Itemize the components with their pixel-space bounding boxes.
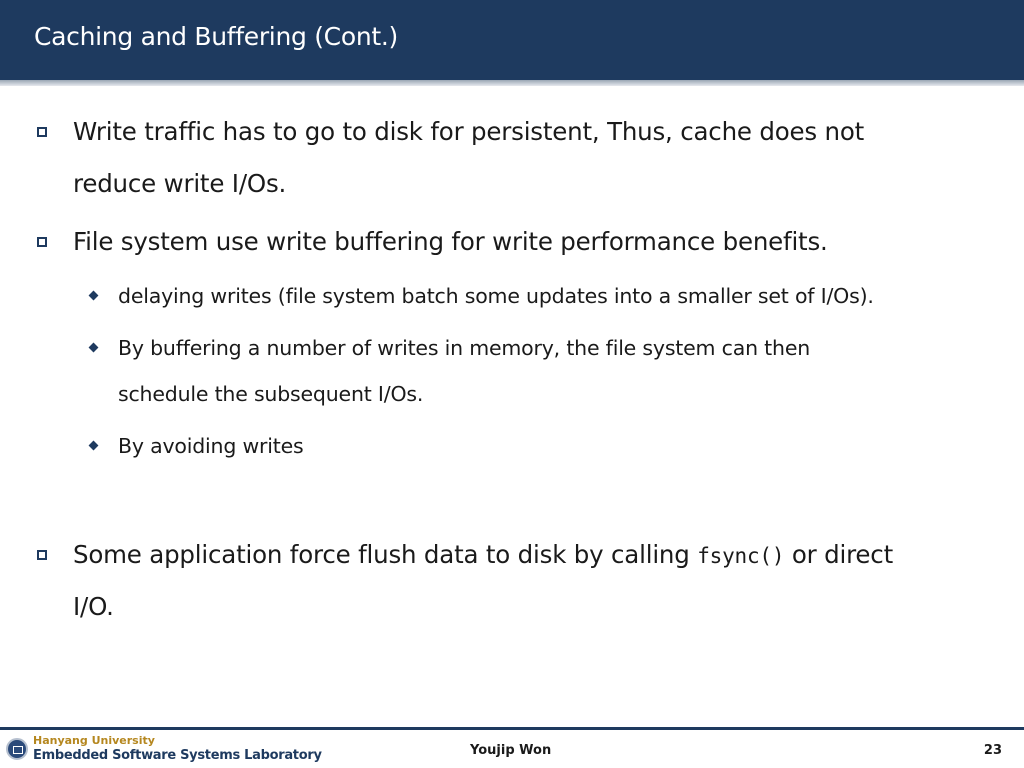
bullet-3-line-2: I/O. — [73, 592, 114, 621]
diamond-bullet-icon — [89, 291, 99, 301]
lab-name: Embedded Software Systems Laboratory — [33, 748, 322, 763]
square-bullet-icon — [37, 237, 47, 247]
university-name: Hanyang University — [33, 734, 155, 747]
bullet-1-line-2: reduce write I/Os. — [73, 169, 287, 198]
fsync-code: fsync() — [697, 544, 785, 568]
square-bullet-icon — [37, 550, 47, 560]
diamond-bullet-icon — [89, 343, 99, 353]
sub-bullet-2-line-1: By buffering a number of writes in memory, the file system can then — [118, 336, 811, 360]
university-logo-icon — [6, 738, 28, 760]
sub-bullet-3: By avoiding writes — [118, 434, 304, 458]
page-number: 23 — [983, 743, 1002, 758]
bullet-3-text-before: Some application force flush data to disk by calling — [73, 540, 698, 569]
author-name: Youjip Won — [470, 743, 552, 758]
sub-bullet-2-line-2: schedule the subsequent I/Os. — [118, 382, 424, 406]
slide-title: Caching and Buffering (Cont.) — [34, 22, 398, 51]
square-bullet-icon — [37, 127, 47, 137]
title-bar-shadow — [0, 80, 1024, 86]
bullet-2-line-1: File system use write buffering for write performance benefits. — [73, 227, 828, 256]
diamond-bullet-icon — [89, 441, 99, 451]
sub-bullet-1: delaying writes (file system batch some updates into a smaller set of I/Os). — [118, 284, 874, 308]
bullet-1-line-1: Write traffic has to go to disk for persistent, Thus, cache does not — [73, 117, 865, 146]
bullet-3-text-after: or direct — [784, 540, 893, 569]
bullet-3-line-1 — [73, 529, 893, 582]
